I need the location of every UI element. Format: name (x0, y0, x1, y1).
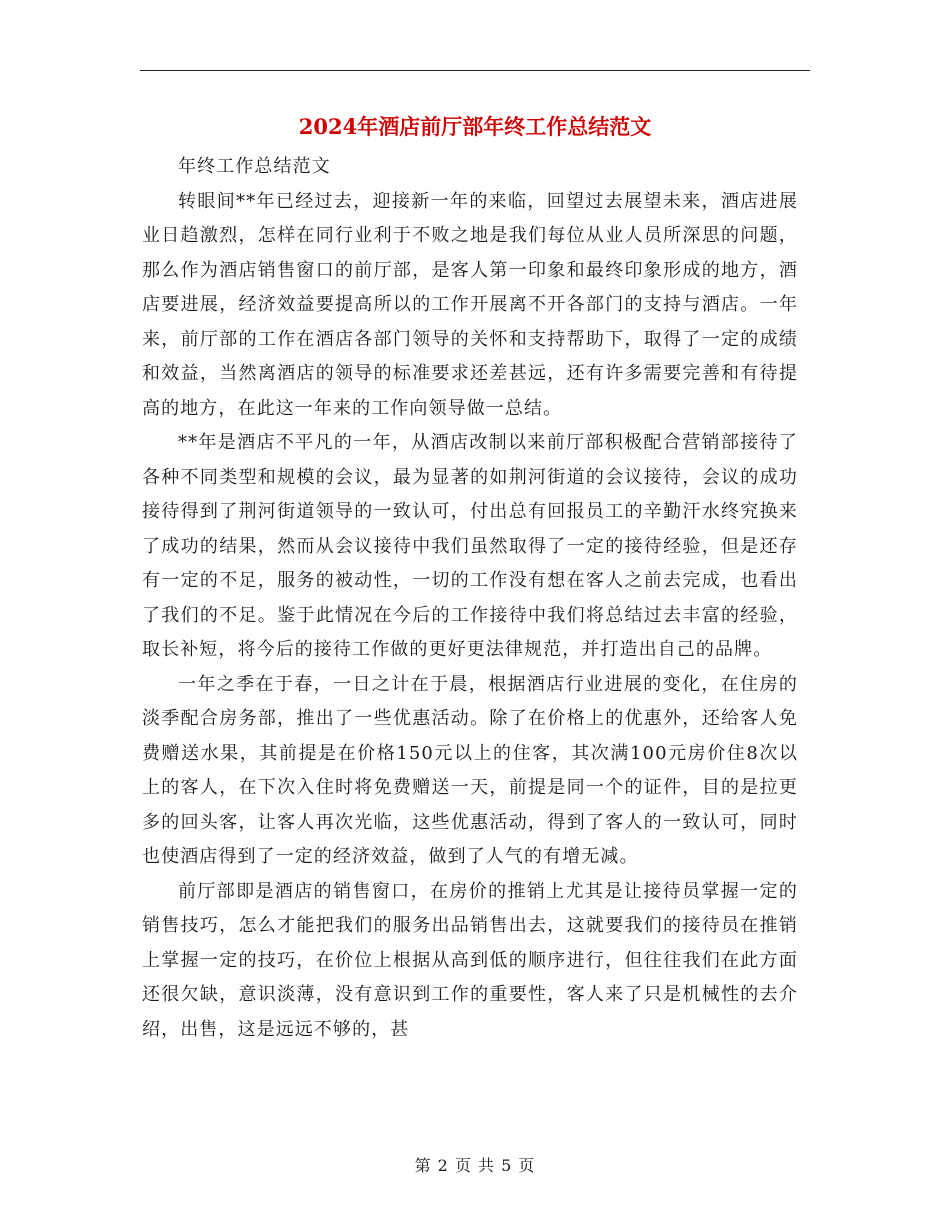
document-title: 2024年酒店前厅部年终工作总结范文 (298, 114, 652, 139)
paragraph-3: **年是酒店不平凡的一年，从酒店改制以来前厅部积极配合营销部接待了各种不同类型和规模的会议，最为显著的如荆河街道的会议接待，会议的成功接待得到了荆河街道领导的一致认可，付出总有回报员工的辛勤汗水终究换来了成功的结果，然而从会议接待中我们虽然取得了一定的接待经验，但是还存有一定的不足，服务的被动性，一切的工作没有想在客人之前去完成，也看出了我们的不足。鉴于此情况在今后的工作接待中我们将总结过去丰富的经验，取长补短，将今后的接待工作做的更好更法律规范，并打造出自己的品牌。 (142, 432, 798, 660)
paragraph-2: 转眼间**年已经过去，迎接新一年的来临，回望过去展望未来，酒店进展业日趋激烈，怎样在同行业利于不败之地是我们每位从业人员所深思的问题，那么作为酒店销售窗口的前厅部，是客人第一印象和最终印象形成的地方，酒店要进展，经济效益要提高所以的工作开展离不开各部门的支持与酒店。一年来，前厅部的工作在酒店各部门领导的关怀和支持帮助下，取得了一定的成绩和效益，当然离酒店的领导的标准要求还差甚远，还有许多需要完善和有待提高的地方，在此这一年来的工作向领导做一总结。 (142, 190, 798, 419)
paragraph-1: 年终工作总结范文 (178, 156, 331, 177)
header-rule (140, 70, 810, 71)
paragraph-5: 前厅部即是酒店的销售窗口，在房价的推销上尤其是让接待员掌握一定的销售技巧，怎么才能把我们的服务出品销售出去，这就要我们的接待员在推销上掌握一定的技巧，在价位上根据从高到低的顺序进行，但往往我们在此方面还很欠缺，意识淡薄，没有意识到工作的重要性，客人来了只是机械性的去介绍，出售，这是远远不够的，甚 (142, 880, 798, 1040)
page-number: 第 2 页 共 5 页 (414, 1156, 536, 1175)
document-body (142, 150, 798, 1047)
paragraph-4: 一年之季在于春，一日之计在于晨，根据酒店行业进展的变化，在住房的淡季配合房务部，推出了一些优惠活动。除了在价格上的优惠外，还给客人免费赠送水果，其前提是在价格150元以上的住客，其次满100元房价住8次以上的客人，在下次入住时将免费赠送一天，前提是同一个的证件，目的是拉更多的回头客，让客人再次光临，这些优惠活动，得到了客人的一致认可，同时也使酒店得到了一定的经济效益，做到了人气的有增无减。 (142, 673, 798, 867)
